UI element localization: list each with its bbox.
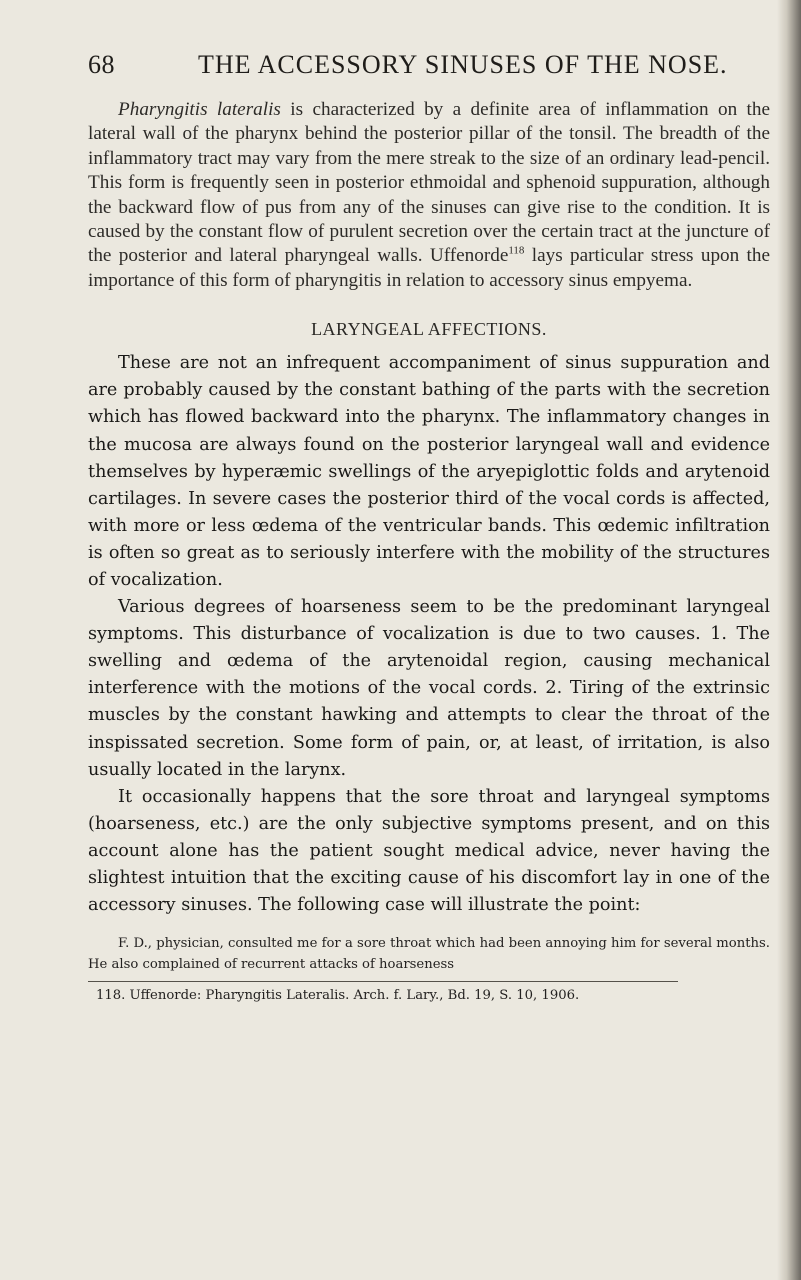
footnote-reference: 118 [508,245,525,258]
footnote-divider [88,981,678,982]
footnote: 118. Uffenorde: Pharyngitis Lateralis. Arch. f. Lary., Bd. 19, S. 10, 1906. [96,988,580,1004]
intro-paragraph [88,98,770,293]
page-edge-shadow [777,0,801,1280]
page-number: 68 [88,50,115,79]
section-paragraph-2: Various degrees of hoarseness seem to be the predominant laryngeal symptoms. This disturbance of vocalization is due to two causes. 1. The swelling and œdema of the arytenoidal region, causing mechanical interference with the motions of the vocal cords. 2. Tiring of the extrinsic muscles by the constant hawking and attempts to clear the throat of the inspissated secretion. Some form of pain, or, at least, of irritation, is also usually located in the larynx. [88,597,770,780]
page-header [88,50,778,84]
section-paragraph-1: These are not an infrequent accompaniment of sinus suppuration and are probably caused by the constant bathing of the parts with the secretion which has flowed backward into the pharynx. The inflammatory changes in the mucosa are always found on the posterior laryngeal wall and evidence themselves by hyperæmic swellings of the aryepiglottic folds and arytenoid cartilages. In severe cases the posterior third of the vocal cords is affected, with more or less œdema of the ventricular bands. This œdemic infiltration is often so great as to seriously interfere with the mobility of the structures of vocalization. [88,353,770,590]
section-heading: LARYNGEAL AFFECTIONS. [311,319,547,340]
running-head: THE ACCESSORY SINUSES OF THE NOSE. [198,50,728,79]
intro-text-before-ref: is characterized by a definite area of inflammation on the lateral wall of the pharynx behind the posterior pillar of the tonsil. The breadth of the inflammatory tract may vary from the mere streak to the size of an ordinary lead-pencil. This form is frequently seen in posterior ethmoidal and sphenoid suppuration, although the backward flow of pus from any of the sinuses can give rise to the condition. It is caused by the constant flow of purulent secretion over the certain tract at the juncture of the posterior and lateral pharyngeal walls. Uffenorde [88,99,770,267]
case-report-text: F. D., physician, consulted me for a sore throat which had been annoying him for several months. He also complained of recurrent attacks of hoarseness [88,936,770,973]
intro-text-after-ref: lays particular stress upon the importance of this form of pharyngitis in relation to accessory sinus empyema. [88,245,770,291]
page-body [88,98,770,1006]
section-paragraph-3: It occasionally happens that the sore throat and laryngeal symptoms (hoarseness, etc.) are the only subjective symptoms present, and on this account alone has the patient sought medical advice, never having the slightest intuition that the exciting cause of his discomfort lay in one of the accessory sinuses. The following case will illustrate the point: [88,786,770,916]
intro-term: Pharyngitis lateralis [118,99,281,120]
